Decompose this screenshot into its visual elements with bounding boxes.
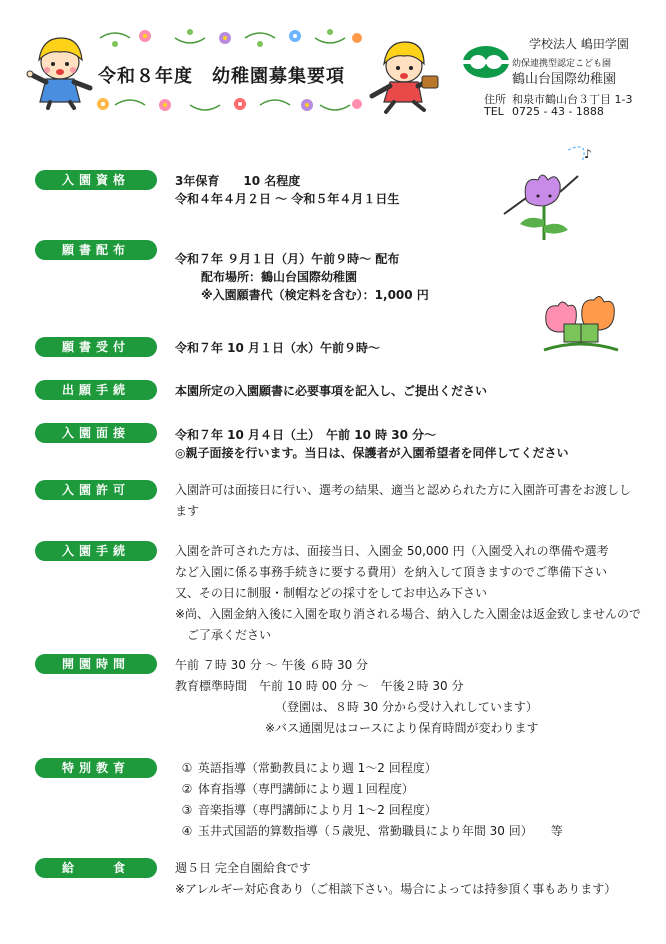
special-item-text: 体育指導（専門講師により週１回程度） [197,782,414,796]
label-meals: 給 食 [35,858,157,878]
label-enrollment: 入園手続 [35,541,157,561]
label-hours: 開園時間 [35,654,157,674]
tel-number: 0725 - 43 - 1888 [512,105,604,118]
special-item-text: 玉井式国語的算数指導（５歳児、常勤職員により年間 30 回） 等 [197,824,563,838]
hours-content [175,655,538,739]
permission-content: 入園許可は面接日に行い、選考の結果、適当と認められた方に入園許可書をお渡しします [175,483,632,518]
eligibility-line-1: 3年保育 10 名程度 [175,174,301,188]
school-logo-icon [462,44,510,80]
label-procedure: 出願手続 [35,380,157,400]
address: 和泉市鶴山台３丁目 1-3 [512,93,633,106]
enrollment-line-4: ※尚、入園金納入後に入園を取り消される場合、納入した入園金は返金致しませんので [175,607,642,621]
svg-text:♪: ♪ [584,147,592,161]
special-list [180,758,563,842]
special-item [180,800,563,821]
label-permission: 入園許可 [35,480,157,500]
meals-line-1: 週５日 完全自園給食です [175,861,311,875]
hours-line-4: ※バス通園児はコースにより保育時間が変わります [265,721,539,735]
special-item [180,821,563,842]
special-item-text: 英語指導（常勤教員により週 1～2 回程度） [197,761,437,775]
eligibility-content [175,172,399,208]
special-item-num: ② [181,782,193,796]
page-title: 令和８年度 幼稚園募集要項 [98,66,345,87]
distribution-line-1: 令和７年 ９月１日（月）午前９時～ 配布 [175,252,400,266]
flower-border-bottom [95,92,365,118]
special-item-num: ④ [181,824,193,838]
child-illustration-right [362,36,444,116]
enrollment-content [175,541,641,646]
meals-line-2: ※アレルギー対応食あり（ご相談下さい。場合によっては持参頂く事もあります） [175,882,617,896]
special-item-num: ① [181,761,193,775]
tulips-reading-illustration [540,292,622,356]
tulip-conductor-illustration [498,140,598,250]
label-special: 特別教育 [35,758,157,778]
distribution-content [175,250,429,304]
procedure-content: 本園所定の入園願書に必要事項を記入し、ご提出ください [175,384,488,398]
enrollment-line-2: など入園に係る事務手続きに要する費用）を納入して頂きますのでご準備下さい [175,565,608,579]
hours-line-1: 午前 ７時 30 分 ～ 午後 ６時 30 分 [175,658,369,672]
interview-line-1: 令和７年 10 月４日（土） 午前 10 時 30 分～ [175,428,437,442]
interview-line-2: ◎親子面接を行います。当日は、保護者が入園希望者を同伴してください [175,446,569,460]
interview-content [175,426,569,462]
hours-line-3: （登園は、８時 30 分から受け入れしています） [275,700,538,714]
flower-border-top [95,24,365,52]
distribution-line-2: 配布場所：鶴山台国際幼稚園 [201,270,358,284]
special-item-num: ③ [181,803,193,817]
tel-label: TEL [484,105,504,118]
enrollment-line-5: ご了承ください [187,628,272,642]
hours-line-2: 教育標準時間 午前 10 時 00 分 ～ 午後２時 30 分 [175,679,464,693]
enrollment-line-3: 又、その日に制服・制帽などの採寸をしてお申込み下さい [175,586,488,600]
distribution-line-3: ※入園願書代（検定料を含む）：1,000 円 [201,288,429,302]
school-name: 鶴山台国際幼稚園 [512,72,617,87]
label-acceptance: 願書受付 [35,337,157,357]
special-item [180,779,563,800]
school-type: 幼保連携型認定こども園 [512,59,612,69]
child-illustration-left [22,30,102,110]
special-item [180,758,563,779]
eligibility-line-2: 令和４年４月２日 ～ 令和５年４月１日生 [175,192,400,206]
label-distribution: 願書配布 [35,240,157,260]
enrollment-line-1: 入園を許可された方は、面接当日、入園金 50,000 円（入園受入れの準備や選考 [175,544,609,558]
corp-name: 学校法人 嶋田学園 [529,37,629,51]
acceptance-content: 令和７年 10 月１日（水）午前９時～ [175,341,381,355]
special-item-text: 音楽指導（専門講師により月 1～2 回程度） [197,803,437,817]
address-label: 住所 [484,93,506,106]
label-interview: 入園面接 [35,423,157,443]
meals-content [175,858,616,900]
label-eligibility: 入園資格 [35,170,157,190]
